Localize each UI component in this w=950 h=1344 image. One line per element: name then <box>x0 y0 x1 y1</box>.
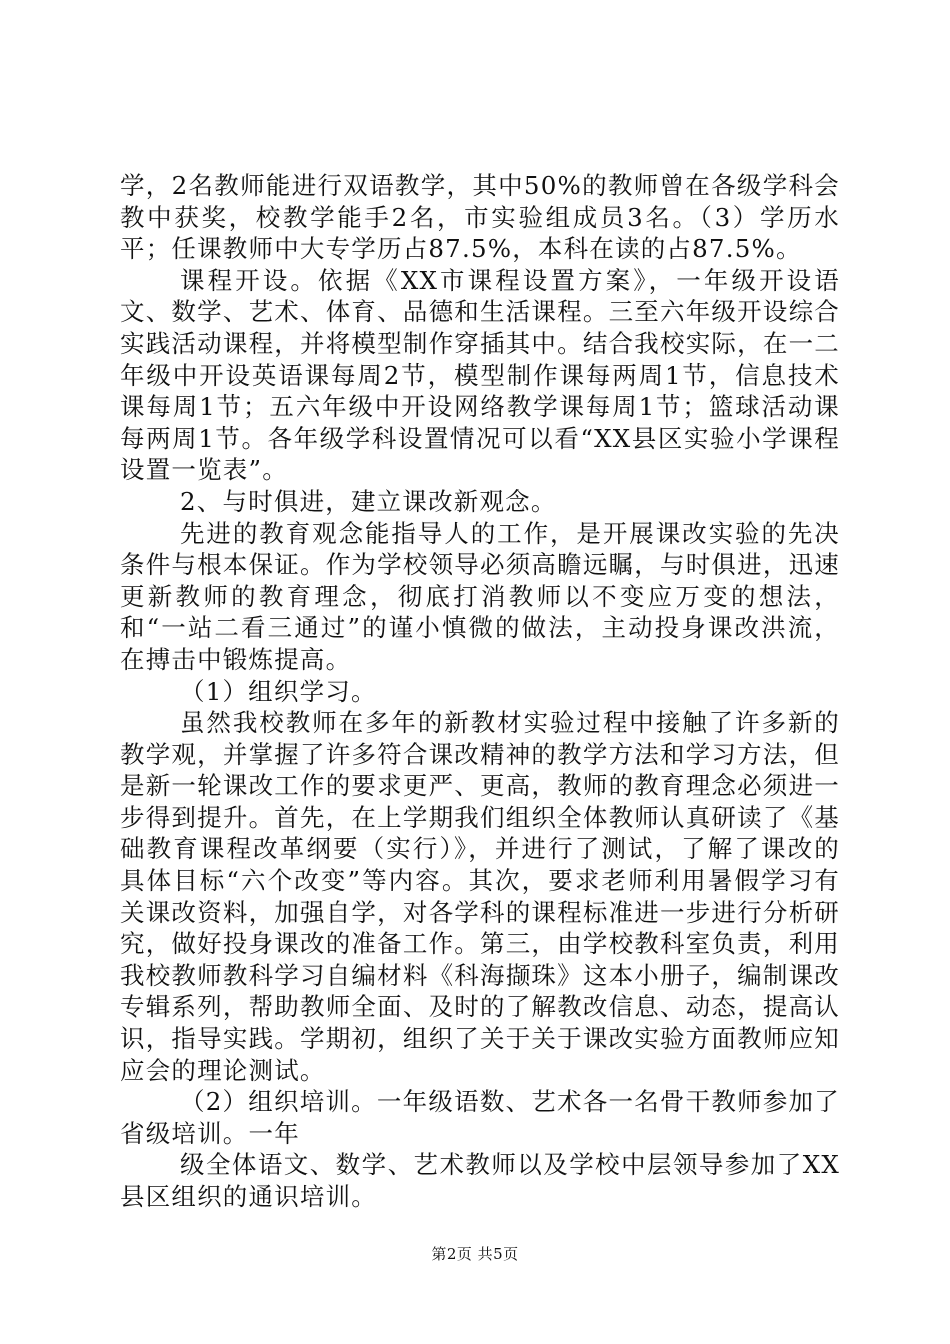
paragraph-study-details: 虽然我校教师在多年的新教材实验过程中接触了许多新的教学观，并掌握了许多符合课改精神的教学方法和学习方法，但是新一轮课改工作的要求更严、更高，教师的教育理念必须进一步得到提升。首先，在上学期我们组织全体教师认真研读了《基础教育课程改革纲要（实行）》，并进行了测试，了解了课改的具体目标“六个改变”等内容。其次，要求老师利用暑假学习有关课改资料，加强自学，对各学科的课程标准进一步进行分析研究，做好投身课改的准备工作。第三，由学校教科室负责，利用我校教师教科学习自编材料《科海撷珠》这本小册子，编制课改专辑系列，帮助教师全面、及时的了解教改信息、动态，提高认识，指导实践。学期初，组织了关于关于课改实验方面教师应知应会的理论测试。 <box>120 708 840 1085</box>
page-number-footer: 第2页 共5页 <box>431 1245 519 1263</box>
paragraph-1: 学，2名教师能进行双语教学，其中50%的教师曾在各级学科会教中获奖，校教学能手2名，市实验组成员3名。（3）学历水平；任课教师中大专学历占87.5%，本科在读的占87.5%。 <box>120 171 840 264</box>
paragraph-course-offering: 课程开设。依据《XX市课程设置方案》，一年级开设语文、数学、艺术、体育、品德和生活课程。三至六年级开设综合实践活动课程，并将模型制作穿插其中。结合我校实际，在一二年级中开设英语课每周2节，模型制作课每两周1节，信息技术课每周1节；五六年级中开设网络教学课每周1节；篮球活动课每两周1节。各年级学科设置情况可以看“XX县区实验小学课程设置一览表”。 <box>120 265 840 485</box>
paragraph-organize-training: （2）组织培训。一年级语数、艺术各一名骨干教师参加了省级培训。一年 <box>120 1087 840 1148</box>
paragraph-education-concept: 先进的教育观念能指导人的工作，是开展课改实验的先决条件与根本保证。作为学校领导必须高瞻远瞩，与时俱进，迅速更新教师的教育理念，彻底打消教师以不变应万变的想法，和“一站二看三通过”的谨小慎微的做法，主动投身课改洪流，在搏击中锻炼提高。 <box>120 518 840 674</box>
subheading-organize-study: （1）组织学习。 <box>180 676 377 706</box>
section-heading-new-concepts: 2、与时俱进，建立课改新观念。 <box>180 486 557 516</box>
document-body <box>120 170 840 1213</box>
paragraph-training-continued: 级全体语文、数学、艺术教师以及学校中层领导参加了XX县区组织的通识培训。 <box>120 1150 840 1211</box>
